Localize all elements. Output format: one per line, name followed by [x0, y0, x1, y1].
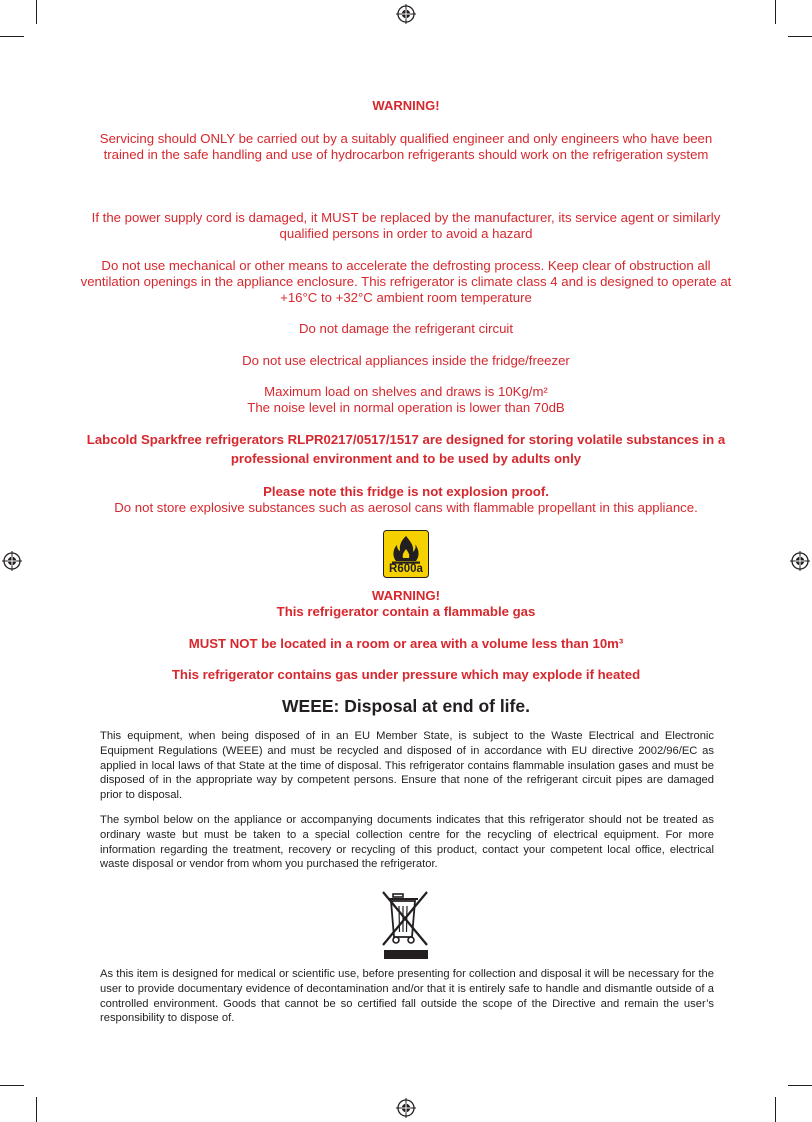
room-volume-text: MUST NOT be located in a room or area with a volume less than 10m³ — [188, 636, 624, 651]
servicing-warning: Servicing should ONLY be carried out by a suitably qualified engineer and only engineers who have been trained in the safe handling and use of hydrocarbon refrigerants should work on the refrigeration system — [99, 131, 713, 163]
crop-mark — [775, 1097, 776, 1122]
warning2-title: WARNING! — [371, 588, 441, 603]
crop-mark — [36, 1097, 37, 1122]
weee-paragraph-3: As this item is designed for medical or scientific use, before presenting for collection and disposal it will be necessary for the user to provide documentary evidence of decontamination and/or that it is entirely safe to handle and dismantle outside of a controlled environment. Goods that cannot be so certified fall outside the scope of the Directive and remain the user’s responsibility to dispose of. — [100, 968, 714, 1025]
crop-mark — [36, 0, 37, 24]
defrost-warning: Do not use mechanical or other means to accelerate the defrosting process. Keep clear of obstruction all ventilation openings in the appliance enclosure. This refrigerator is climate class 4 and is designed to operate at +16°C to +32°C ambient room temperature — [80, 258, 732, 306]
labcold-statement: Labcold Sparkfree refrigerators RLPR0217/0517/1517 are designed for storing volatile substances in a professional environment and to be used by adults only — [86, 432, 726, 466]
noise-text: The noise level in normal operation is lower than 70dB — [247, 400, 565, 415]
explosion-note: Please note this fridge is not explosion proof. — [263, 484, 549, 499]
registration-mark-icon — [396, 1098, 416, 1118]
crop-mark — [788, 36, 812, 37]
warning-title: WARNING! — [372, 98, 440, 113]
crossed-bin-icon — [380, 889, 432, 961]
crop-mark — [0, 36, 24, 37]
crop-mark — [0, 1085, 24, 1086]
flammable-hazard-icon — [383, 530, 429, 578]
explosive-warning: Do not store explosive substances such as aerosol cans with flammable propellant in this appliance. — [114, 500, 698, 515]
weee-paragraph-1: This equipment, when being disposed of in an EU Member State, is subject to the Waste Electrical and Electronic Equipment Regulations (WEEE) and must be recycled and disposed of in accordance with EU directive 2002/96/EC as applied in local laws of that State at the time of disposal. This refrigerator contains flammable insulation gases and must be disposed of in the appropriate way by competent persons. Ensure that none of the refrigerant circuit pipes are damaged prior to disposal. — [100, 730, 714, 802]
pressure-text: This refrigerator contains gas under pressure which may explode if heated — [171, 667, 641, 682]
crop-mark — [775, 0, 776, 24]
power-cord-warning: If the power supply cord is damaged, it MUST be replaced by the manufacturer, its service agent or similarly qualified persons in order to avoid a hazard — [91, 210, 721, 242]
flammable-gas-text: This refrigerator contain a flammable gas — [276, 604, 536, 619]
registration-mark-icon — [396, 4, 416, 24]
circuit-warning: Do not damage the refrigerant circuit — [298, 321, 514, 336]
registration-mark-icon — [2, 551, 22, 571]
registration-mark-icon — [790, 551, 810, 571]
weee-paragraph-2: The symbol below on the appliance or accompanying documents indicates that this refrigerator should not be treated as ordinary waste but must be taken to a special collection centre for the recycling of electrical equipment. For more information regarding the treatment, recovery or recycling of this product, contact your competent local office, electrical waste disposal or vendor from whom you purchased the refrigerator. — [100, 814, 714, 871]
max-load-text: Maximum load on shelves and draws is 10Kg/m² — [264, 384, 548, 399]
crop-mark — [788, 1085, 812, 1086]
weee-title: WEEE: Disposal at end of life. — [282, 696, 530, 716]
electrical-warning: Do not use electrical appliances inside the fridge/freezer — [242, 353, 570, 368]
gas-label: R600a — [389, 563, 423, 575]
